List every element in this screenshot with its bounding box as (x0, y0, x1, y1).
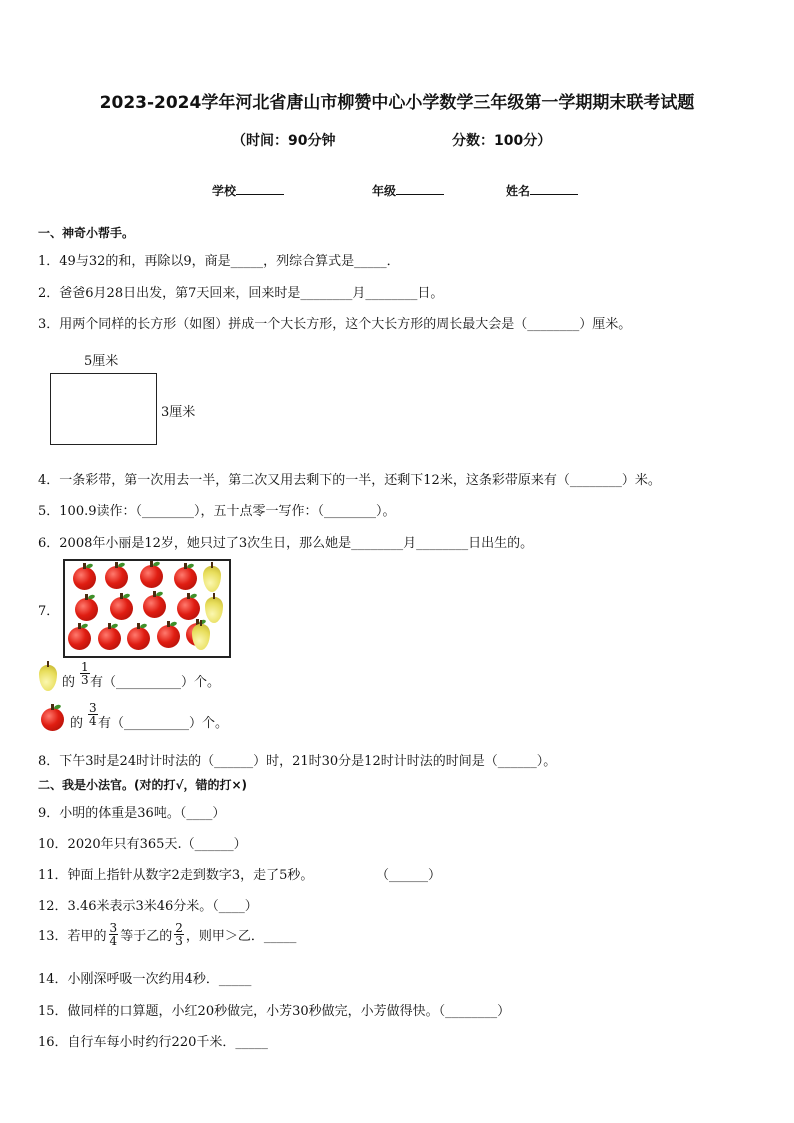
pear-icon (39, 665, 57, 691)
q7a-denominator: 3 (81, 673, 89, 687)
q7a-post: 有（__________）个。 (90, 675, 221, 690)
section-1-heading: 一、神奇小帮手。 (38, 226, 135, 240)
apple-icon (140, 565, 163, 588)
q13-numerator-2: 2 (175, 921, 183, 935)
q7b-pre: 的 (70, 716, 84, 731)
apple-icon (143, 595, 166, 618)
question-13 (38, 922, 296, 947)
school-blank (236, 182, 284, 195)
q13-pre: 13．若甲的 (38, 929, 107, 944)
fruit-picture (63, 559, 231, 658)
question-2: 2．爸爸6月28日出发，第7天回来，回来时是________月________日。 (38, 286, 444, 301)
q7a-pre: 的 (62, 675, 76, 690)
question-12: 12．3.46米表示3米46分米。（____） (38, 899, 258, 914)
name-label: 姓名 (506, 184, 531, 198)
question-5: 5．100.9读作：（________），五十点零一写作：（________）。 (38, 504, 396, 519)
apple-icon (105, 566, 128, 589)
q7b-numerator: 3 (89, 701, 97, 715)
apple-icon (75, 598, 98, 621)
name-blank (530, 182, 578, 195)
question-4: 4．一条彩带，第一次用去一半，第二次又用去剩下的一半，还剩下12米，这条彩带原来有（________）米。 (38, 473, 661, 488)
q13-denominator-1: 4 (109, 934, 118, 948)
question-10: 10．2020年只有365天.（______） (38, 837, 247, 852)
question-11-blank: （______） (376, 868, 442, 883)
page-title: 2023-2024学年河北省唐山市柳赞中心小学数学三年级第一学期期末联考试题 (99, 93, 695, 113)
rectangle-figure (50, 373, 157, 445)
question-7-number: 7． (38, 604, 60, 619)
q7b-denominator: 4 (89, 714, 97, 728)
apple-icon (157, 625, 180, 648)
apple-icon (73, 567, 96, 590)
apple-icon (41, 708, 64, 731)
q13-numerator-1: 3 (109, 921, 118, 935)
apple-icon (177, 597, 200, 620)
pear-icon (205, 597, 223, 623)
question-16: 16．自行车每小时约行220千米．_____ (38, 1035, 268, 1050)
apple-icon (127, 627, 150, 650)
school-label: 学校 (212, 184, 237, 198)
question-3: 3．用两个同样的长方形（如图）拼成一个大长方形，这个大长方形的周长最大会是（________）厘米。 (38, 317, 632, 332)
question-14: 14．小刚深呼吸一次约用4秒．_____ (38, 972, 252, 987)
pear-icon (203, 566, 221, 592)
grade-field (372, 182, 444, 199)
q7b-post: 有（__________）个。 (98, 716, 229, 731)
question-9: 9．小明的体重是36吨。（____） (38, 806, 226, 821)
question-8: 8．下午3时是24时计时法的（______）时，21时30分是12时计时法的时间是（______）。 (38, 754, 557, 769)
question-11: 11．钟面上指针从数字2走到数字3，走了5秒。 (38, 868, 314, 883)
question-6: 6．2008年小丽是12岁，她只过了3次生日，那么她是________月________日出生的。 (38, 536, 534, 551)
apple-icon (110, 597, 133, 620)
question-15: 15．做同样的口算题，小红20秒做完，小芳30秒做完，小芳做得快。（________） (38, 1004, 511, 1019)
grade-blank (396, 182, 444, 195)
section-2-heading: 二、我是小法官。(对的打√，错的打×) (38, 778, 248, 792)
score-label: 分数：100分） (452, 133, 552, 149)
grade-label: 年级 (372, 184, 397, 198)
q7a-numerator: 1 (81, 660, 89, 674)
q13-post: ，则甲＞乙．_____ (185, 929, 297, 944)
q13-denominator-2: 3 (175, 934, 183, 948)
apple-icon (174, 567, 197, 590)
time-label: （时间：90分钟 (232, 133, 336, 149)
q13-mid: 等于乙的 (120, 929, 173, 944)
apple-icon (98, 627, 121, 650)
name-field (506, 182, 578, 199)
rect-width-label: 5厘米 (84, 354, 119, 369)
apple-icon (68, 627, 91, 650)
school-field (212, 182, 284, 199)
pear-icon (192, 624, 210, 650)
rect-height-label: 3厘米 (161, 405, 196, 420)
question-1: 1．49与32的和，再除以9，商是_____，列综合算式是_____． (38, 254, 400, 269)
